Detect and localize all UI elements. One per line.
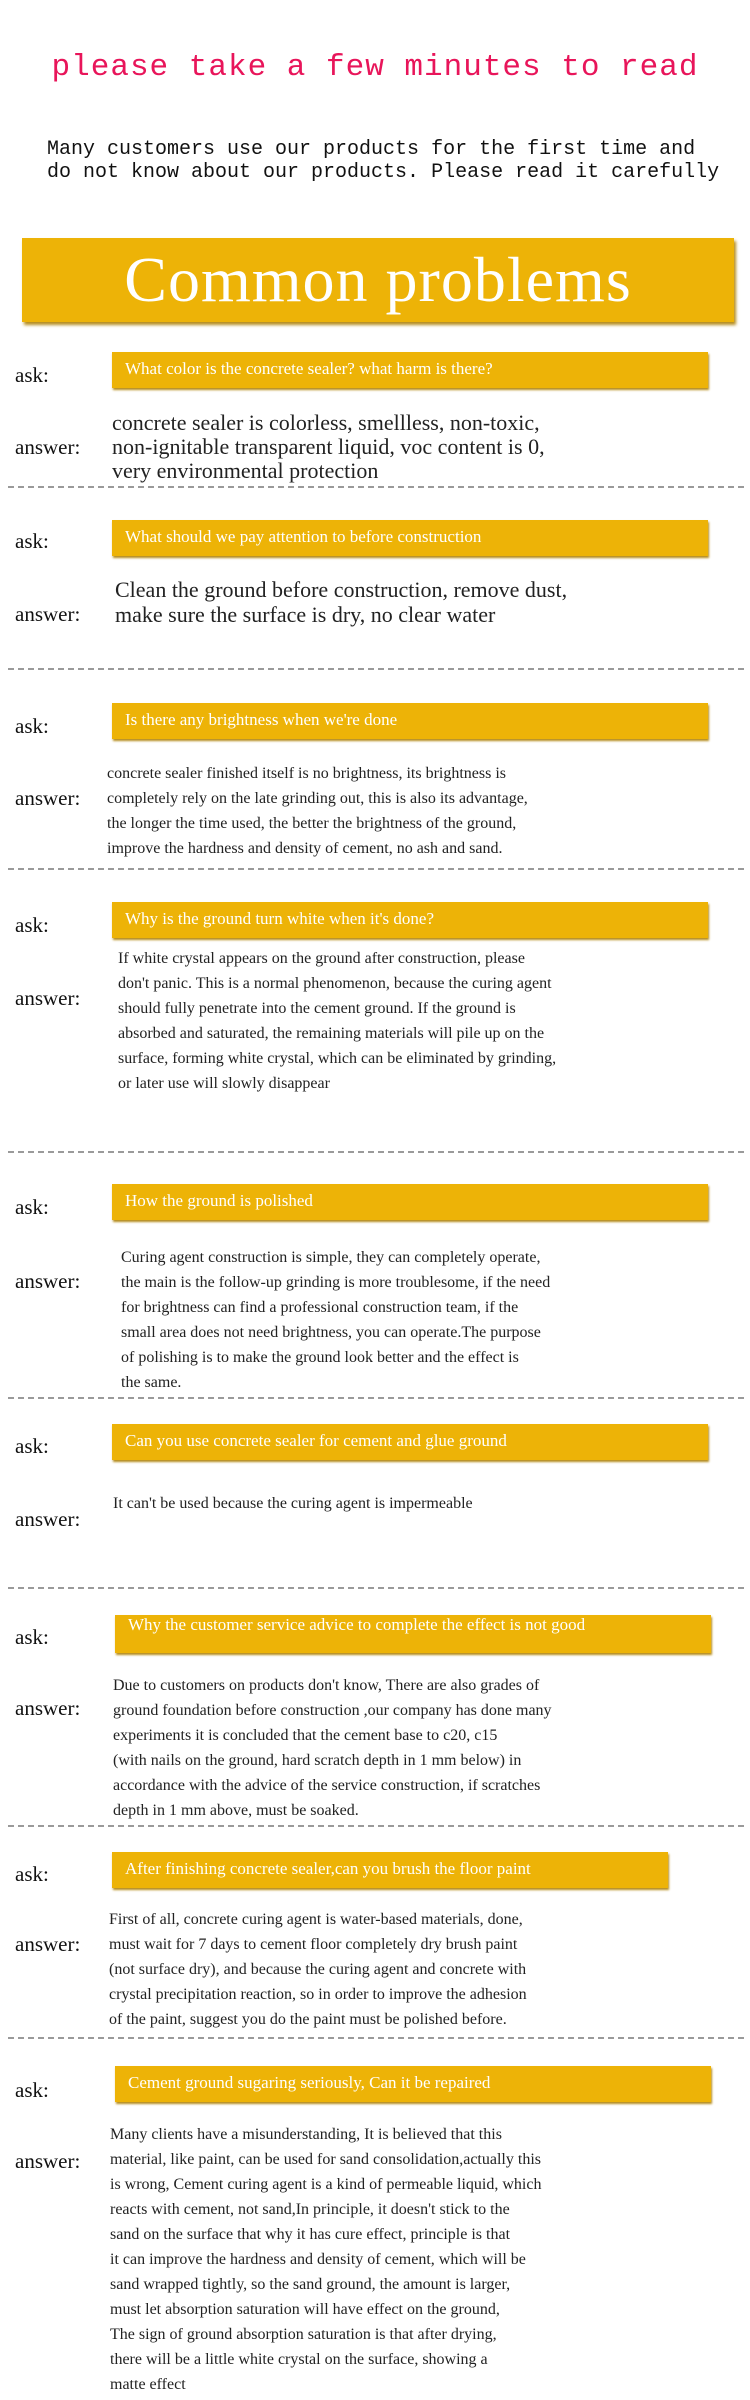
answer-label: answer: (15, 435, 81, 459)
divider (8, 868, 744, 870)
ask-label: ask: (15, 2078, 49, 2102)
faq-question-3 (112, 703, 708, 739)
ask-label: ask: (15, 529, 49, 553)
divider (8, 1151, 744, 1153)
faq-answer-6: It can't be used because the curing agent is impermeable (113, 1495, 473, 1512)
answer-label: answer: (15, 1269, 81, 1293)
answer-label: answer: (15, 1507, 81, 1531)
question-text: Why the customer service advice to complete the effect is not good (128, 1615, 586, 1634)
ask-label: ask: (15, 1862, 49, 1886)
answer-label: answer: (15, 786, 81, 810)
question-text: Cement ground sugaring seriously, Can it be repaired (128, 2073, 491, 2092)
faq-question-7 (115, 1615, 711, 1653)
ask-label: ask: (15, 1434, 49, 1458)
faq-answer-2: Clean the ground before construction, remove dust, make sure the surface is dry, no clear water (115, 577, 568, 627)
divider (8, 486, 744, 488)
answer-label: answer: (15, 1932, 81, 1956)
faq-question-4 (112, 902, 708, 938)
divider (8, 668, 744, 670)
divider (8, 1587, 744, 1589)
intro-title: please take a few minutes to read (51, 50, 699, 85)
faq-answer-5: Curing agent construction is simple, they can completely operate, the main is the follow-up grinding is more troublesome, if the need for brightness can find a professional construction team, if the small area does not need brightness, you can operate.The purpose of polishing is to make the ground look better and the effect is the same. (121, 1249, 551, 1391)
ask-label: ask: (15, 714, 49, 738)
answer-label: answer: (15, 602, 81, 626)
faq-question-9 (115, 2066, 711, 2102)
question-text: What color is the concrete sealer? what harm is there? (125, 359, 493, 378)
question-text: How the ground is polished (125, 1191, 313, 1210)
intro-text: Many customers use our products for the first time and do not know about our products. Please read it carefully (47, 138, 720, 184)
common-problems-banner (22, 238, 734, 322)
question-text: After finishing concrete sealer,can you brush the floor paint (125, 1859, 531, 1878)
faq-question-2 (112, 520, 708, 556)
question-text: What should we pay attention to before construction (125, 527, 482, 546)
answer-label: answer: (15, 1696, 81, 1720)
ask-label: ask: (15, 1195, 49, 1219)
question-text: Why is the ground turn white when it's done? (125, 909, 435, 928)
answer-label: answer: (15, 986, 81, 1010)
question-text: Can you use concrete sealer for cement and glue ground (125, 1431, 507, 1450)
question-text: Is there any brightness when we're done (125, 710, 398, 729)
ask-label: ask: (15, 1625, 49, 1649)
faq-answer-1: concrete sealer is colorless, smellless, non-toxic, non-ignitable transparent liquid, voc content is 0, very environmental protection (112, 410, 545, 483)
ask-label: ask: (15, 363, 49, 387)
faq-answer-3: concrete sealer finished itself is no brightness, its brightness is completely rely on the late grinding out, this is also its advantage, the longer the time used, the better the brightness of the ground, improve the hardness and density of cement, no ash and sand. (107, 765, 528, 857)
faq-answer-9: Many clients have a misunderstanding, It is believed that this material, like paint, can be used for sand consolidation,actually this is wrong, Cement curing agent is a kind of permeable liquid, which reacts with cement, not sand,In principle, it doesn't stick to the sand on the surface that why it has cure effect, principle is that it can improve the hardness and density of cement, which will be sand wrapped tightly, so the sand ground, the amount is larger, must let absorption saturation will have effect on the ground, The sign of ground absorption saturation is that after drying, there will be a little white crystal on the surface, showing a matte effect (110, 2126, 542, 2393)
faq-question-8 (112, 1852, 668, 1888)
faq-answer-7: Due to customers on products don't know, There are also grades of ground foundation before construction ,our company has done many experiments it is concluded that the cement base to c20, c15 (with nails on the ground, hard scratch depth in 1 mm below) in accordance with the advice of the service construction, if scratches depth in 1 mm above, must be soaked. (113, 1677, 552, 1819)
faq-question-1 (112, 352, 708, 388)
divider (8, 2037, 744, 2039)
faq-answer-8: First of all, concrete curing agent is water-based materials, done, must wait for 7 days to cement floor completely dry brush paint (not surface dry), and because the curing agent and concrete with crystal precipitation reaction, so in order to improve the adhesion of the paint, suggest you do the paint must be polished before. (109, 1911, 527, 2028)
faq-question-6 (112, 1424, 708, 1460)
faq-answer-4: If white crystal appears on the ground after construction, please don't panic. This is a normal phenomenon, because the curing agent should fully penetrate into the cement ground. If the ground is absorbed and saturated, the remaining materials will pile up on the surface, forming white crystal, which can be eliminated by grinding, or later use will slowly disappear (118, 950, 557, 1092)
ask-label: ask: (15, 913, 49, 937)
divider (8, 1397, 744, 1399)
answer-label: answer: (15, 2149, 81, 2173)
divider (8, 1825, 744, 1827)
banner-title: Common problems (124, 244, 632, 315)
faq-question-5 (112, 1184, 708, 1220)
